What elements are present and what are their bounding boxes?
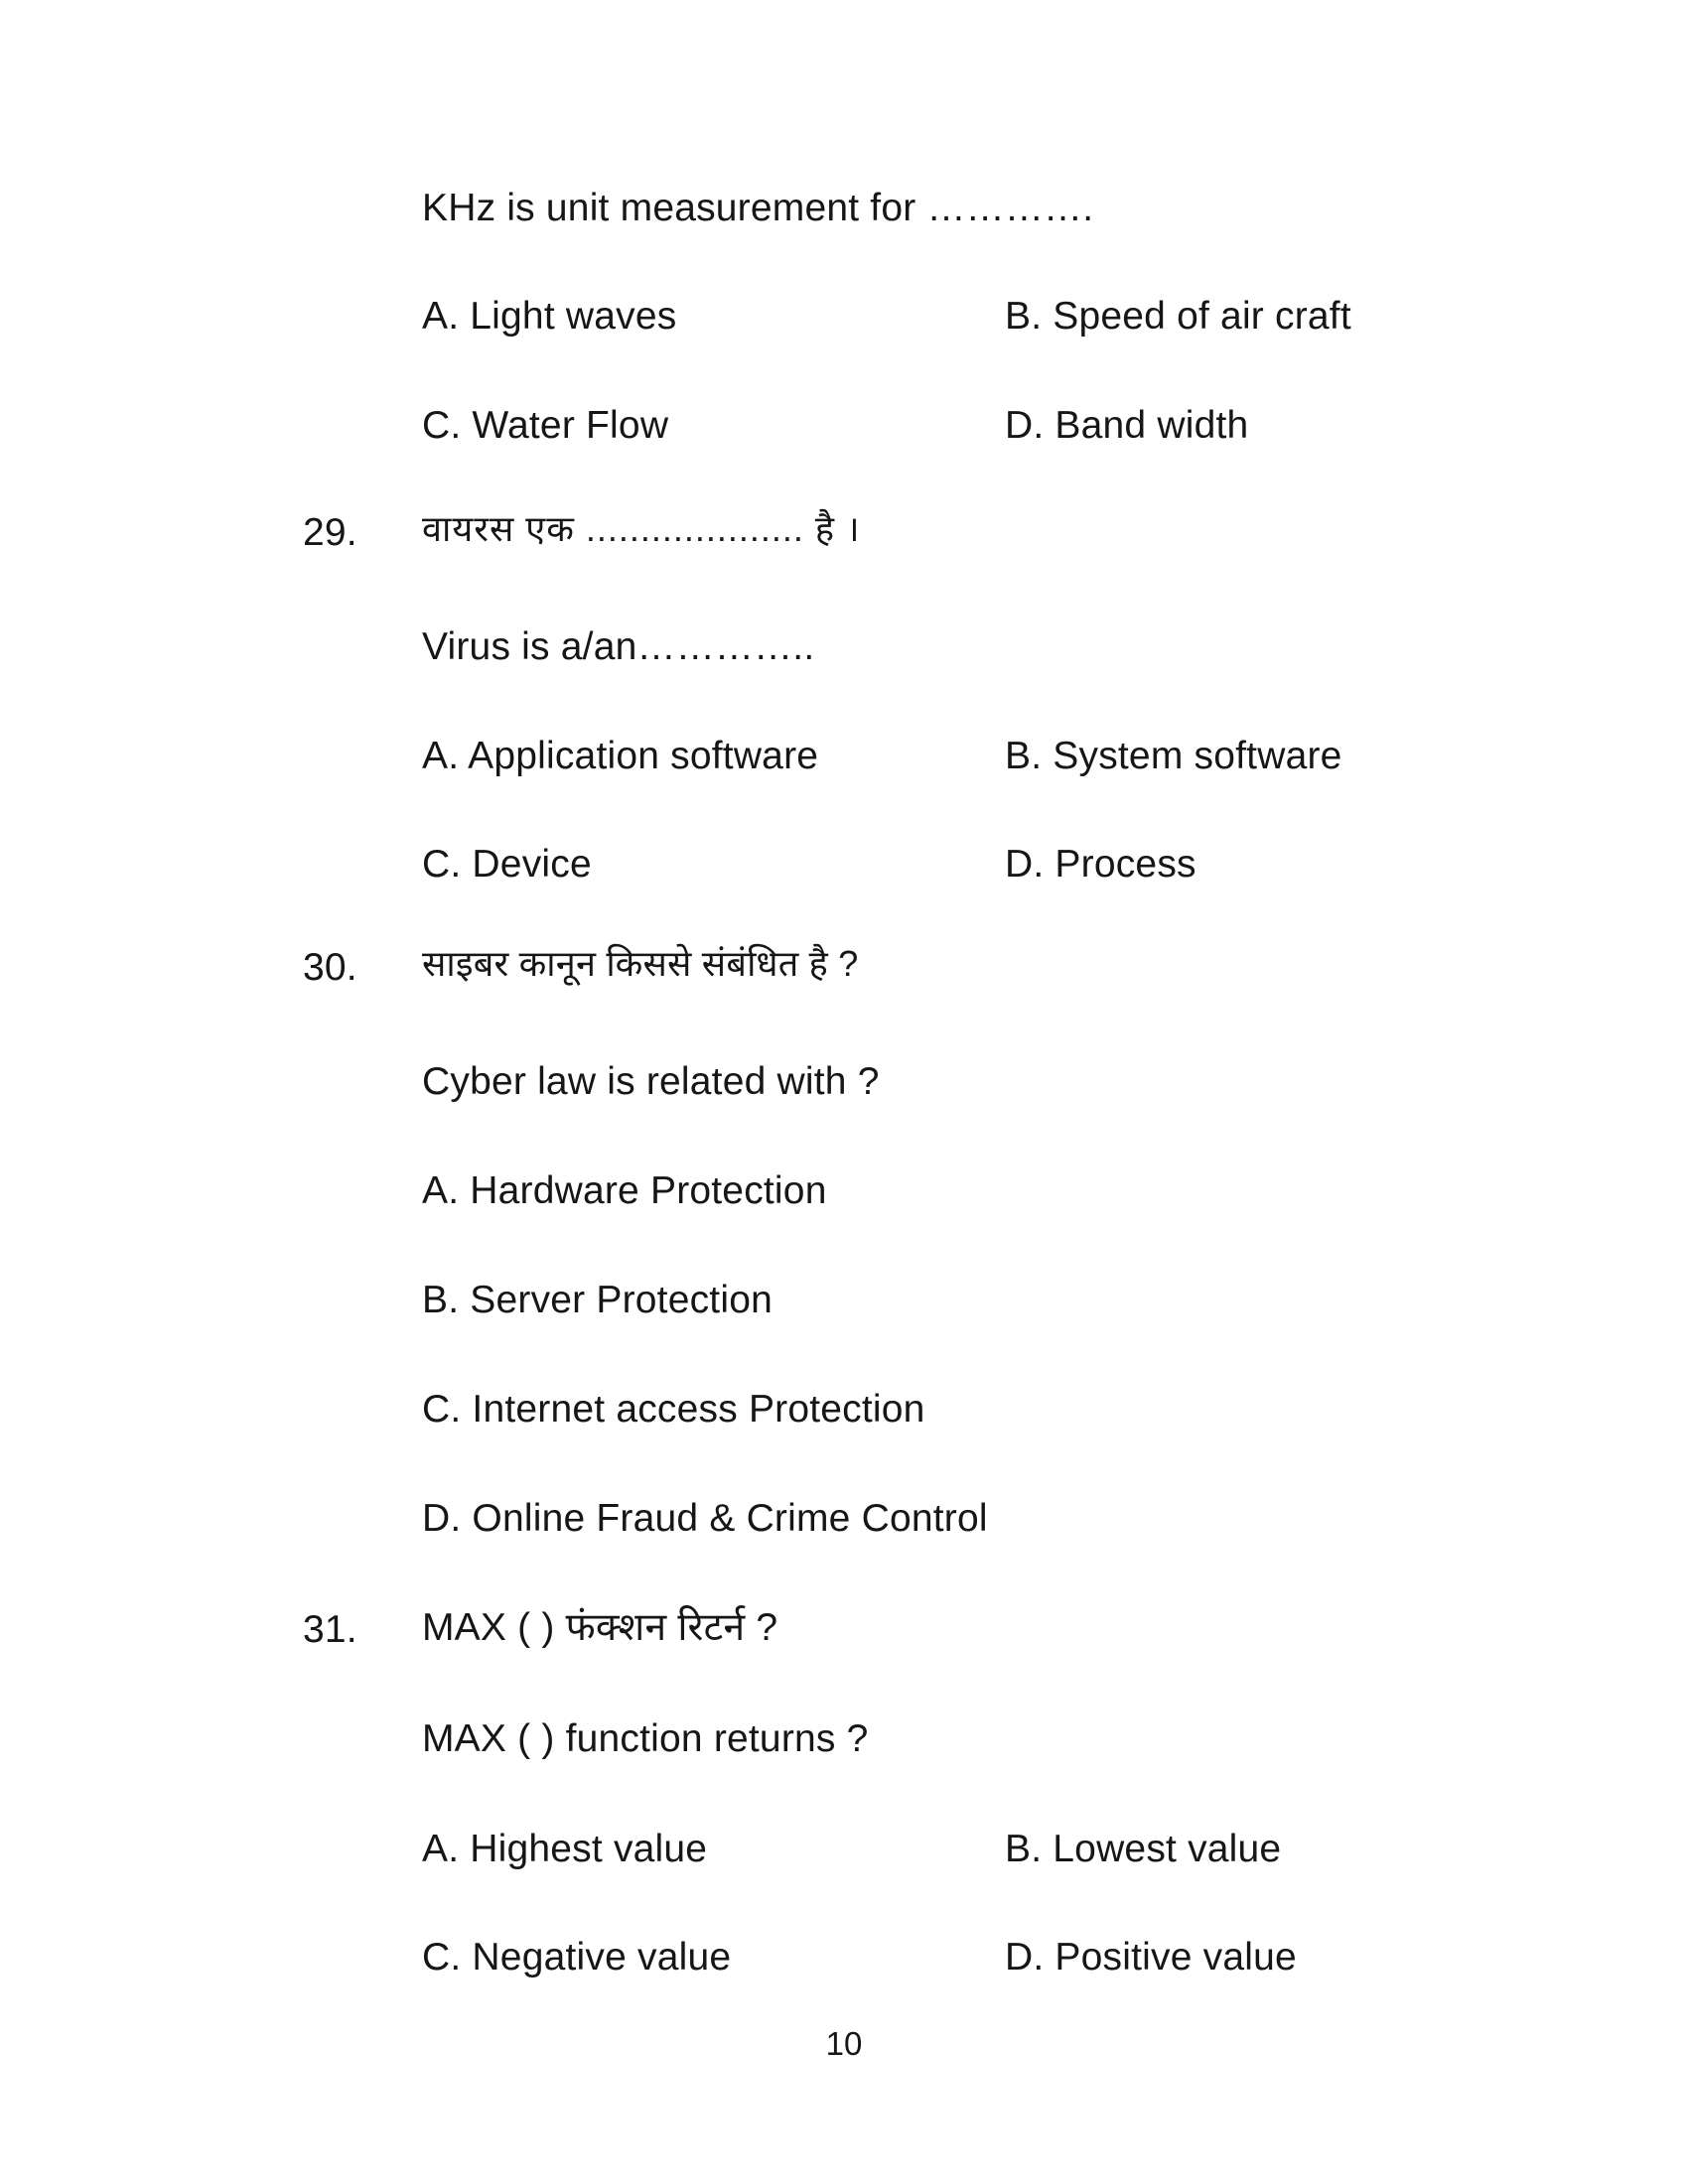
q29-option-b: B. System software — [1005, 735, 1342, 777]
question-28-text-en: KHz is unit measurement for …………. — [422, 187, 1094, 229]
q30-option-a: A. Hardware Protection — [422, 1169, 827, 1212]
q29-option-c: C. Device — [422, 843, 592, 886]
question-31-number: 31. — [303, 1608, 357, 1651]
q28-option-a: A. Light waves — [422, 295, 677, 338]
q31-option-a: A. Highest value — [422, 1828, 708, 1870]
q31-option-d: D. Positive value — [1005, 1936, 1297, 1979]
q31-option-b: B. Lowest value — [1005, 1828, 1282, 1870]
q29-option-d: D. Process — [1005, 843, 1196, 886]
q28-option-b: B. Speed of air craft — [1005, 295, 1351, 338]
q31-option-c: C. Negative value — [422, 1936, 732, 1979]
page-number: 10 — [825, 2025, 863, 2062]
q30-option-b: B. Server Protection — [422, 1279, 773, 1321]
q30-option-c: C. Internet access Protection — [422, 1388, 925, 1431]
question-30-text-en: Cyber law is related with ? — [422, 1060, 880, 1103]
q30-option-d: D. Online Fraud & Crime Control — [422, 1497, 988, 1540]
question-29-number: 29. — [303, 511, 357, 554]
question-29-text-en: Virus is a/an………….. — [422, 625, 815, 668]
question-30-number: 30. — [303, 946, 357, 989]
question-29-text-hi: वायरस एक .................... है । — [422, 508, 861, 549]
q28-option-d: D. Band width — [1005, 404, 1249, 447]
q29-option-a: A. Application software — [422, 735, 819, 777]
question-30-text-hi: साइबर कानून किससे संबंधित है ? — [422, 943, 859, 984]
question-31-text-en: MAX ( ) function returns ? — [422, 1717, 869, 1760]
q28-option-c: C. Water Flow — [422, 404, 669, 447]
question-31-text-hi: MAX ( ) फंक्शन रिटर्न ? — [422, 1606, 778, 1649]
